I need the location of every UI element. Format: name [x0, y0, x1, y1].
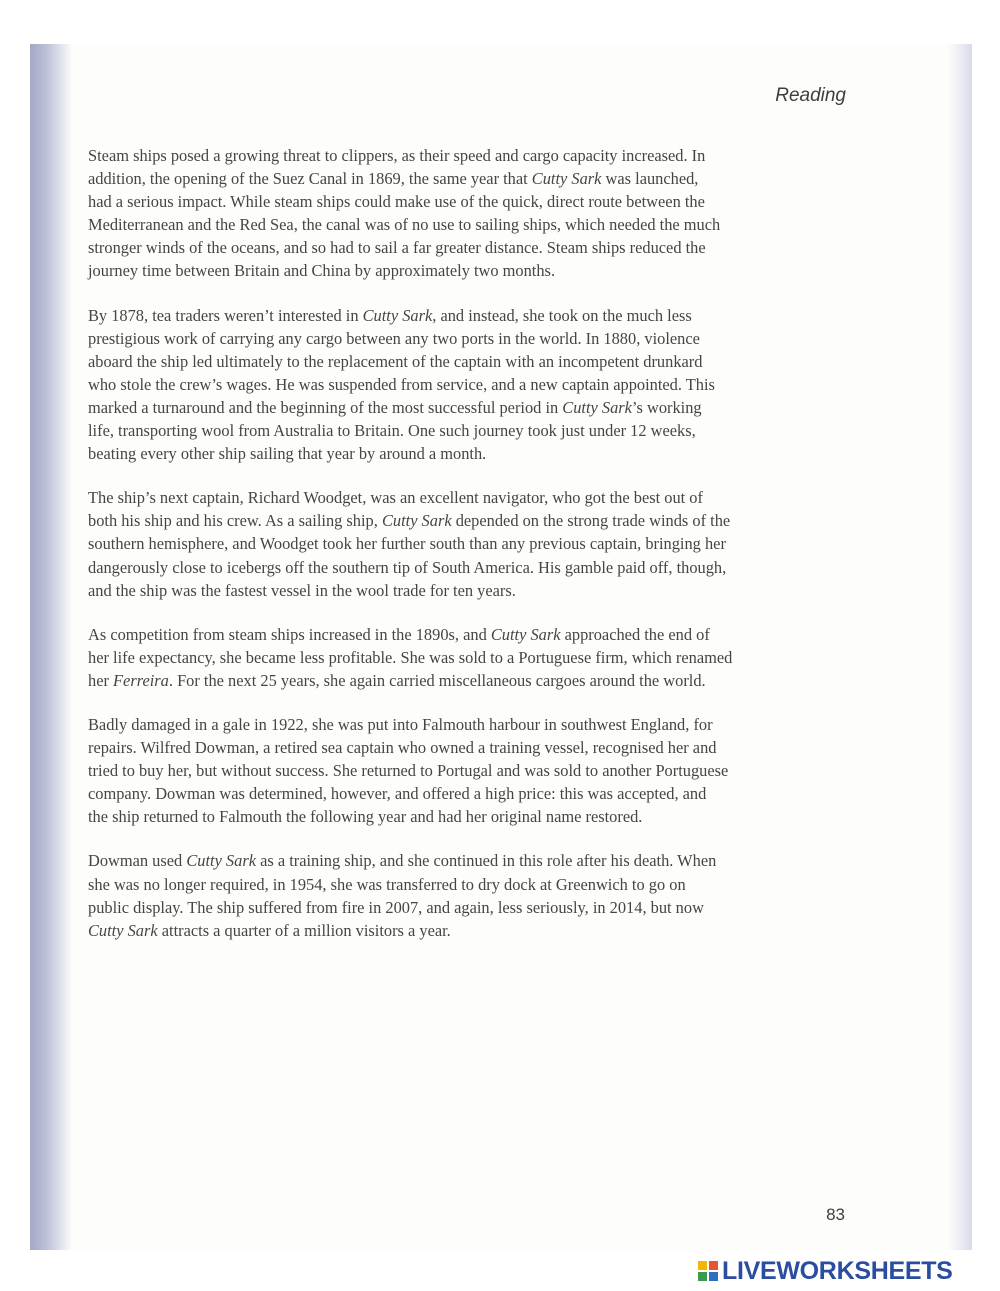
liveworksheets-watermark[interactable]: [697, 1256, 953, 1286]
italic-title: Ferreira: [113, 670, 169, 690]
text-run: By 1878, tea traders weren’t interested in: [88, 305, 363, 325]
page-number: 83: [826, 1205, 845, 1224]
text-line: [88, 373, 863, 396]
paragraph: [88, 304, 863, 466]
italic-title: Cutty Sark: [381, 511, 452, 531]
text-run: As competition from steam ships increased in the 1890s, and: [88, 624, 491, 644]
logo-square: [709, 1261, 718, 1270]
text-line: [88, 532, 863, 555]
spine-shadow: [30, 44, 72, 1250]
text-line: [88, 873, 863, 896]
text-run: her life expectancy, she became less profitable. She was sold to a Portuguese firm, which renamed: [88, 647, 733, 667]
text-run: addition, the opening of the Suez Canal in 1869, the same year that: [88, 169, 532, 189]
text-line: [88, 304, 863, 327]
text-run: she was no longer required, in 1954, she was transferred to dry dock at Greenwich to go on: [88, 874, 686, 894]
reading-text: [88, 144, 863, 963]
text-run: public display. The ship suffered from fire in 2007, and again, less seriously, in 2014, but now: [88, 897, 704, 917]
text-run: both his ship and his crew. As a sailing ship,: [88, 511, 382, 531]
text-run: the ship returned to Falmouth the following year and had her original name restored.: [88, 807, 643, 827]
watermark-text: LIVEWORKSHEETS: [722, 1256, 953, 1285]
text-line: [88, 509, 863, 532]
text-line: [88, 144, 863, 167]
text-line: [88, 849, 863, 872]
text-run: life, transporting wool from Australia to Britain. One such journey took just under 12 weeks,: [88, 421, 696, 441]
text-line: [88, 623, 863, 646]
text-run: as a training ship, and she continued in this role after his death. When: [255, 851, 717, 871]
italic-title: Cutty Sark: [531, 169, 602, 189]
text-line: [88, 736, 863, 759]
text-line: [88, 669, 863, 692]
text-run: tried to buy her, but without success. She returned to Portugal and was sold to another Portuguese: [88, 761, 729, 781]
text-run: journey time between Britain and China by approximately two months.: [88, 261, 556, 281]
text-run: had a serious impact. While steam ships could make use of the quick, direct route between the: [88, 192, 705, 212]
text-line: [88, 259, 863, 282]
text-line: [88, 350, 863, 373]
scanned-page: [30, 44, 972, 1250]
text-line: [88, 419, 863, 442]
text-line: [88, 167, 863, 190]
logo-square: [698, 1261, 707, 1270]
text-run: marked a turnaround and the beginning of the most successful period in: [88, 397, 563, 417]
text-run: dangerously close to icebergs off the southern tip of South America. His gamble paid off, though,: [88, 557, 727, 577]
text-run: ’s working: [631, 397, 702, 417]
text-run: Steam ships posed a growing threat to clippers, as their speed and cargo capacity increased. In: [88, 146, 706, 165]
text-run: approached the end of: [560, 624, 710, 644]
italic-title: Cutty Sark: [362, 305, 433, 325]
text-run: southern hemisphere, and Woodget took her further south than any previous captain, bringing her: [88, 534, 726, 554]
italic-title: Cutty Sark: [562, 397, 632, 417]
text-line: [88, 805, 863, 828]
text-run: was launched,: [601, 169, 699, 189]
text-run: depended on the strong trade winds of the: [451, 511, 731, 531]
text-run: her: [88, 670, 114, 690]
text-line: [88, 486, 863, 509]
text-run: aboard the ship led ultimately to the replacement of the captain with an incompetent drunkard: [88, 351, 703, 371]
text-run: prestigious work of carrying any cargo between any two ports in the world. In 1880, violence: [88, 328, 700, 348]
text-line: [88, 556, 863, 579]
text-run: beating every other ship sailing that year by around a month.: [88, 444, 487, 464]
text-line: [88, 190, 863, 213]
text-line: [88, 396, 863, 419]
text-line: [88, 579, 863, 602]
text-run: Dowman used: [88, 851, 187, 871]
logo-square: [698, 1272, 707, 1281]
section-header: Reading: [775, 85, 846, 106]
text-run: . For the next 25 years, she again carried miscellaneous cargoes around the world.: [168, 670, 706, 690]
text-run: The ship’s next captain, Richard Woodget, was an excellent navigator, who got the best out of: [88, 488, 703, 508]
text-line: [88, 442, 863, 465]
text-line: [88, 919, 863, 942]
text-run: , and instead, she took on the much less: [432, 305, 692, 325]
paragraph: [88, 849, 863, 941]
text-line: [88, 759, 863, 782]
text-run: who stole the crew’s wages. He was suspended from service, and a new captain appointed. This: [88, 374, 715, 394]
paragraph: [88, 486, 863, 601]
text-line: [88, 327, 863, 350]
logo-square: [709, 1272, 718, 1281]
paragraph: [88, 623, 863, 692]
text-line: [88, 782, 863, 805]
text-run: Badly damaged in a gale in 1922, she was put into Falmouth harbour in southwest England, for: [88, 714, 713, 734]
text-line: [88, 236, 863, 259]
text-run: and the ship was the fastest vessel in the wool trade for ten years.: [88, 580, 516, 600]
text-line: [88, 646, 863, 669]
paragraph: [88, 713, 863, 828]
text-line: [88, 213, 863, 236]
text-run: repairs. Wilfred Dowman, a retired sea captain who owned a training vessel, recognised her and: [88, 738, 717, 758]
paragraph: [88, 144, 863, 283]
italic-title: Cutty Sark: [490, 624, 561, 644]
text-line: [88, 896, 863, 919]
text-run: stronger winds of the oceans, and so had to sail a far greater distance. Steam ships reduced the: [88, 238, 706, 258]
page-edge-shadow: [948, 44, 972, 1250]
liveworksheets-logo-icon: [697, 1260, 719, 1282]
italic-title: Cutty Sark: [186, 851, 256, 871]
text-run: attracts a quarter of a million visitors a year.: [157, 920, 451, 940]
text-line: [88, 713, 863, 736]
italic-title: Cutty Sark: [88, 920, 158, 940]
text-run: Mediterranean and the Red Sea, the canal was of no use to sailing ships, which needed the much: [88, 215, 721, 235]
text-run: company. Dowman was determined, however, and offered a high price: this was accepted, and: [88, 784, 707, 804]
